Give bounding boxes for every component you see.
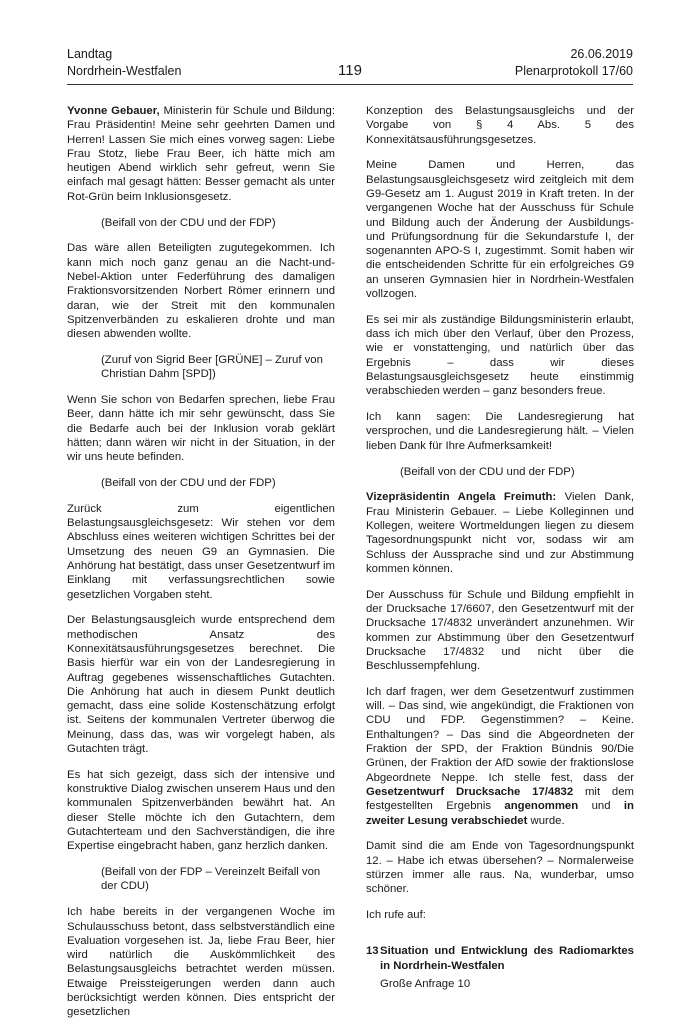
paragraph: Zurück zum eigentlichen Belastungsausgleichsgesetz: Wir stehen vor dem Abschluss eines weiteren wichtigen Schrittes bei der Umsetzung des neuen G9 an Gymnasien. Die Anhörung hat bestätigt, dass unser Gesetzentwurf im Einklang mit verfassungsrechtlichen sowie gesetzlichen Vorgaben steht. bbox=[67, 502, 335, 601]
agenda-item-subtitle: Große Anfrage 10 bbox=[380, 977, 471, 990]
interjection: (Beifall von der CDU und der FDP) bbox=[101, 477, 276, 490]
speech-text: mit dem festgestellten Ergebnis bbox=[366, 785, 634, 813]
paragraph: Es sei mir als zuständige Bildungsministerin erlaubt, dass ich mich über den Verlauf, über den Prozess, wie er vonstattenging, und natürlich über das Ergebnis – dass wir dieses Belastungsausgleichsgesetz heute einstimmig verabschieden werden – ganz besonders freue. bbox=[366, 313, 634, 398]
speaker-name: Vizepräsidentin Angela Freimuth: bbox=[366, 491, 557, 504]
vote-result: angenommen bbox=[504, 800, 579, 813]
paragraph bbox=[366, 685, 634, 828]
header-right bbox=[515, 46, 633, 80]
speech-text: Ich darf fragen, wer dem Gesetzentwurf zustimmen will. – Das sind, wie angekündigt, die Fraktionen von CDU und FDP. Gegenstimmen? – Keine. Enthaltungen? – Das sind die Abgeordneten der Fraktion der SPD, der Fraktion Bündnis 90/Die Grünen, der Fraktion der AfD sowie der fraktionslose Abgeordnete Neppe. Ich stelle fest, dass der bbox=[366, 685, 634, 784]
paragraph: Das wäre allen Beteiligten zugutegekommen. Ich kann mich noch ganz genau an die Nacht-und-Nebel-Aktion unter Federführung des damaligen Fraktionsvorsitzenden Norbert Römer erinnern und daran, wie der Streit mit den kommunalen Spitzenverbänden zu eskalieren drohte und man diesen abwenden wollte. bbox=[67, 242, 335, 341]
speech-text: wurde. bbox=[527, 814, 565, 827]
speech-text: Ministerin für Schule und Bildung: Frau Präsidentin! Meine sehr geehrten Damen und Herren! Lassen Sie mich eines vorweg sagen: Liebe Frau Stotz, liebe Frau Beer, ich hätte mich am heutigen Abend wirklich sehr gefreut, wenn Sie einfach mal gesagt hätten: Besser gemacht als unter Rot-Grün beim Inklusionsgesetz. bbox=[67, 105, 336, 203]
paragraph bbox=[67, 104, 335, 204]
interjection: (Beifall von der FDP – Vereinzelt Beifall von der CDU) bbox=[101, 866, 321, 893]
interjection: (Zuruf von Sigrid Beer [GRÜNE] – Zuruf von Christian Dahm [SPD]) bbox=[101, 353, 323, 381]
paragraph: Damit sind die am Ende von Tagesordnungspunkt 12. – Habe ich etwas übersehen? – Normalerweise stürzen immer alle raus. Na, wunderbar, umso schöner. bbox=[366, 840, 634, 896]
paragraph: Ich kann sagen: Die Landesregierung hat versprochen, und die Landesregierung hält. – Vielen lieben Dank für Ihre Aufmerksamkeit! bbox=[366, 411, 634, 452]
paragraph: Ich habe bereits in der vergangenen Woche im Schulausschuss betont, dass selbstverständlich eine Evaluation vorgesehen ist. Ja, liebe Frau Beer, hier wird natürlich die Auskömmlichkeit des Belastungsausgleichs betrachtet werden müssen. Etwaige Preissteigerungen werden dann auch berücksichtigt werden können. Dies entspricht der gesetzlichen bbox=[67, 906, 335, 1019]
paragraph: Konzeption des Belastungsausgleichs und der Vorgabe von § 4 Abs. 5 des Konnexitätsausführungsgesetzes. bbox=[366, 105, 634, 146]
paragraph: Der Belastungsausgleich wurde entsprechend dem methodischen Ansatz des Konnexitätsausführungsgesetzes berechnet. Die Basis hierfür war ein von der Landesregierung in Auftrag gegebenes wissenschaftliches Gutachten. Die Anhörung hat auch in diesem Punkt deutlich gemacht, dass eine solide Kostenschätzung erfolgt ist. Seitens der kommunalen Vertreter überwog die Meinung, dass das, was wir vorgelegt haben, als Gutachten trägt. bbox=[67, 614, 335, 756]
page-number: 119 bbox=[338, 62, 362, 79]
agenda-item-heading bbox=[366, 944, 634, 973]
paragraph bbox=[366, 490, 634, 576]
header-divider bbox=[67, 84, 633, 85]
speech-text: Vielen Dank, Frau Ministerin Gebauer. – Liebe Kolleginnen und Kollegen, weitere Wortmeldungen liegen zu diesem Tagesordnungspunkt nicht vor, sodass wir am Schluss der Aussprache sind und zur Abstimmung kommen können. bbox=[366, 491, 634, 575]
paragraph: Wenn Sie schon von Bedarfen sprechen, liebe Frau Beer, dann hätte ich mir sehr gewünscht, dass Sie die Bedarfe auch bei der Inklusion vorab geklärt hätten; dann wären wir nicht in der Situation, in der wir uns heute befinden. bbox=[67, 394, 335, 464]
right-column bbox=[366, 104, 634, 991]
left-column bbox=[67, 104, 335, 1031]
speaker-name: Yvonne Gebauer, bbox=[67, 105, 160, 117]
header-state: Nordrhein-Westfalen bbox=[67, 64, 182, 78]
paragraph: Der Ausschuss für Schule und Bildung empfiehlt in der Drucksache 17/6607, den Gesetzentwurf mit der Drucksache 17/4832 unverändert anzunehmen. Wir kommen zur Abstimmung über den Gesetzentwurf Drucksache 17/4832 und nicht über die Beschlussempfehlung. bbox=[366, 588, 634, 673]
interjection: (Beifall von der CDU und der FDP) bbox=[400, 465, 575, 478]
agenda-item-number: 13 bbox=[366, 945, 379, 958]
paragraph: Meine Damen und Herren, das Belastungsausgleichsgesetz wird zeitgleich mit dem G9-Gesetz am 1. August 2019 in Kraft treten. In der vergangenen Woche hat der Ausschuss für Schule und Bildung auch der Änderung der Ausbildungs- und Prüfungsordnung für die Sekundarstufe I, der sogenannten APO-S I, zugestimmt. Somit haben wir die entscheidenden Schritte für ein erfolgreiches G9 an unseren Gymnasien hier in Nordrhein-Westfalen vollzogen. bbox=[366, 159, 634, 301]
paragraph: Ich rufe auf: bbox=[366, 909, 426, 922]
agenda-item-title: Situation und Entwicklung des Radiomarktes in Nordrhein-Westfalen bbox=[380, 945, 634, 972]
header-parliament: Landtag bbox=[67, 47, 113, 61]
header-protocol: Plenarprotokoll 17/60 bbox=[514, 64, 633, 78]
paragraph: Es hat sich gezeigt, dass sich der intensive und konstruktive Dialog zwischen unserem Haus und den kommunalen Spitzenverbänden bewährt hat. An dieser Stelle möchte ich den Gutachtern, dem Gutachterteam und den Sachverständigen, die ihre Expertise eingebracht haben, ganz herzlich danken. bbox=[67, 768, 335, 853]
header-date: 26.06.2019 bbox=[570, 47, 633, 61]
speech-text: und bbox=[578, 800, 624, 813]
interjection: (Beifall von der CDU und der FDP) bbox=[101, 216, 276, 229]
reading-result: in zweiter Lesung verabschiedet bbox=[366, 800, 634, 827]
bill-reference: Gesetzentwurf Drucksache 17/4832 bbox=[366, 785, 574, 798]
